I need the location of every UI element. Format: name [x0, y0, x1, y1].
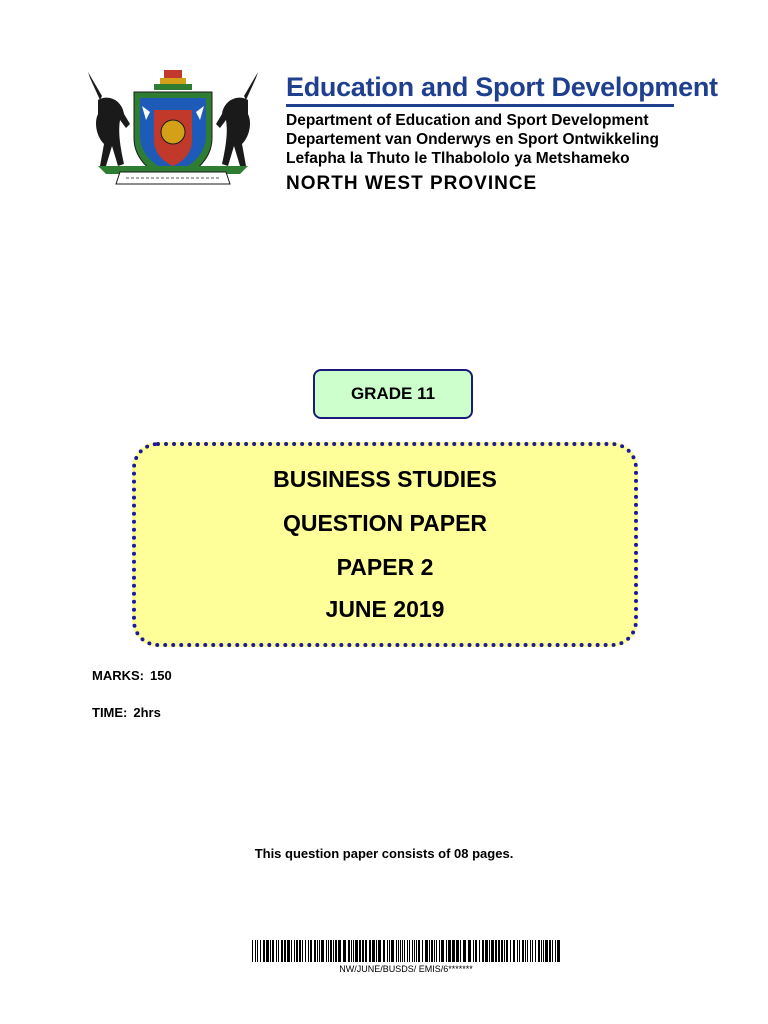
marks-value: 150	[150, 668, 172, 683]
barcode-graphic	[250, 940, 562, 962]
barcode-code: NW/JUNE/BUSDS/ EMIS/6*******	[339, 964, 473, 974]
department-title: Education and Sport Development	[286, 72, 718, 102]
document-type: QUESTION PAPER	[282, 510, 488, 536]
department-name-setswana: Lefapha la Thuto le Tlhabololo ya Metshameko	[286, 150, 630, 167]
time-value: 2hrs	[133, 705, 161, 720]
coat-of-arms-logo	[80, 66, 266, 196]
marks-label: MARKS:	[92, 668, 144, 683]
department-name-english: Department of Education and Sport Development	[286, 112, 649, 129]
grade-label: GRADE 11	[313, 369, 473, 419]
title-box	[132, 442, 638, 647]
department-header	[286, 70, 718, 195]
province-name: NORTH WEST PROVINCE	[286, 173, 538, 194]
page-count-note: This question paper consists of 08 pages.	[254, 846, 514, 861]
time-info	[92, 705, 161, 720]
department-name-afrikaans: Departement van Onderwys en Sport Ontwikkeling	[286, 131, 659, 148]
marks-info	[92, 668, 172, 683]
subject-title: BUSINESS STUDIES	[273, 466, 497, 492]
time-label: TIME:	[92, 705, 128, 720]
paper-number: PAPER 2	[336, 554, 434, 580]
barcode	[250, 940, 562, 980]
exam-date: JUNE 2019	[325, 596, 445, 622]
header-rule	[286, 104, 674, 107]
